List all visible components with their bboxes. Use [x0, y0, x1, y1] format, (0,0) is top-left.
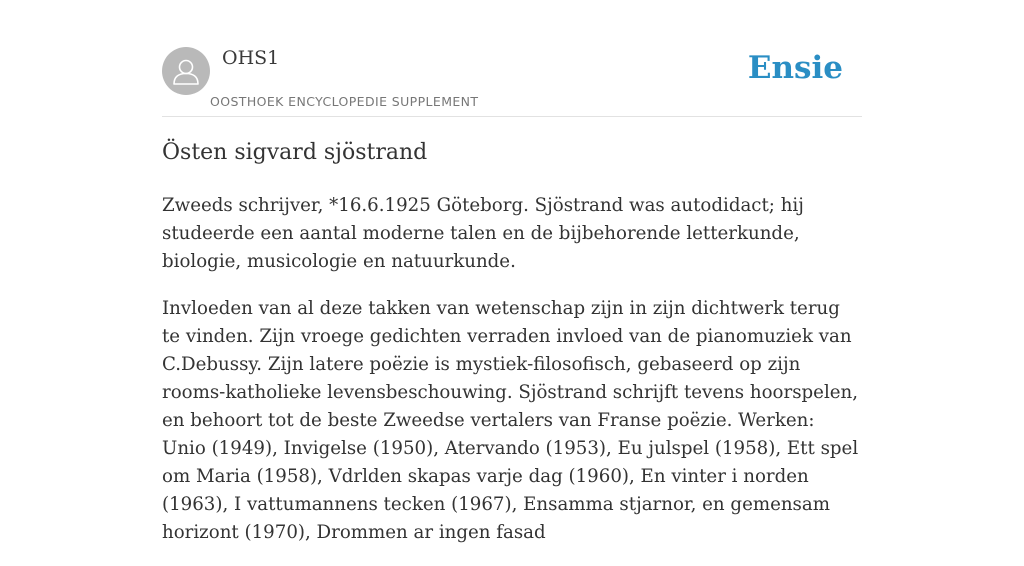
username-link[interactable]: OHS1 [222, 47, 280, 69]
article-title: Östen sigvard sjöstrand [162, 140, 428, 165]
article-paragraph: Invloeden van al deze takken van wetenschap zijn in zijn dichtwerk terug te vinden. Zijn vroege gedichten verraden invloed van de pianomuziek van C.Debussy. Zijn latere poëzie is mystiek-filosofisch, gebaseerd op zijn rooms-katholieke levensbeschouwing. Sjöstrand schrijft tevens hoorspelen, en behoort tot de beste Zweedse vertalers van Franse poëzie. Werken: Unio (1949), Invigelse (1950), Atervando (1953), Eu julspel (1958), Ett spel om Maria (1958), Vdrlden skapas varje dag (1960), En vinter i norden (1963), I vattumannens tecken (1967), Ensamma stjarnor, en gemensam horizont (1970), Drommen ar ingen fasad [162, 298, 859, 543]
user-avatar[interactable] [162, 47, 210, 95]
article-body [162, 192, 862, 566]
article-paragraph: Zweeds schrijver, *16.6.1925 Göteborg. Sjöstrand was autodidact; hij studeerde een aantal moderne talen en de bijbehorende letterkunde, biologie, musicologie en natuurkunde. [162, 195, 804, 272]
source-label[interactable]: OOSTHOEK ENCYCLOPEDIE SUPPLEMENT [210, 94, 479, 109]
header [162, 46, 862, 117]
ensie-logo[interactable]: Ensie [747, 50, 843, 86]
user-silhouette-icon [162, 47, 210, 95]
